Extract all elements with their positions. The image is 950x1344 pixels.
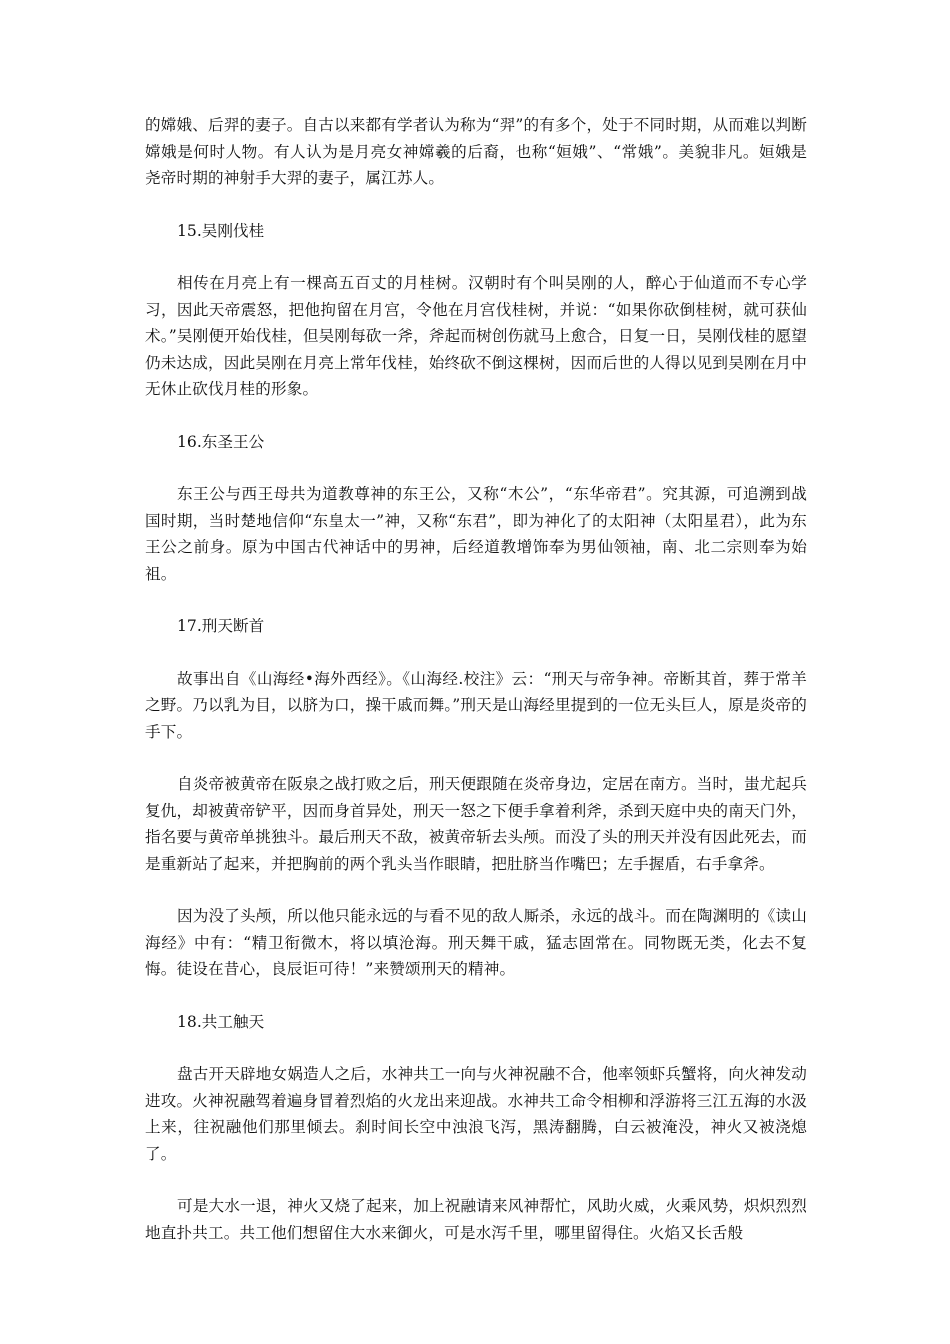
paragraph-wugang: 相传在月亮上有一棵高五百丈的月桂树。汉朝时有个叫吴刚的人，醉心于仙道而不专心学习，因此天帝震怒，把他拘留在月宫，令他在月宫伐桂树，并说：“如果你砍倒桂树，就可获仙术。”吴刚便开始伐桂，但吴刚每砍一斧，斧起而树创伤就马上愈合，日复一日，吴刚伐桂的愿望仍未达成，因此吴刚在月亮上常年伐桂，始终砍不倒这棵树，因而后世的人得以见到吴刚在月中无休止砍伐月桂的形象。 [145,274,807,398]
section-heading-15: 15.吴刚伐桂 [177,221,265,240]
paragraph-gonggong-fire: 可是大水一退，神火又烧了起来，加上祝融请来风神帮忙，风助火威，火乘风势，炽炽烈烈地直扑共工。共工他们想留住大水来御火，可是水泻千里，哪里留得住。火焰又长舌般 [145,1197,807,1242]
section-heading-18: 18.共工触天 [177,1012,265,1031]
paragraph-xingtian-battle: 自炎帝被黄帝在阪泉之战打败之后，刑天便跟随在炎帝身边，定居在南方。当时，蚩尤起兵复仇，却被黄帝铲平，因而身首异处，刑天一怒之下便手拿着利斧，杀到天庭中央的南天门外，指名要与黄帝单挑独斗。最后刑天不敌，被黄帝斩去头颅。而没了头的刑天并没有因此死去，而是重新站了起来，并把胸前的两个乳头当作眼睛，把肚脐当作嘴巴；左手握盾，右手拿斧。 [145,775,807,873]
paragraph-xingtian-poem: 因为没了头颅，所以他只能永远的与看不见的敌人厮杀，永远的战斗。而在陶渊明的《读山海经》中有：“精卫衔微木，将以填沧海。刑天舞干戚，猛志固常在。同物既无类，化去不复悔。徒设在昔心，良辰讵可待！”来赞颂刑天的精神。 [145,907,807,978]
paragraph-xingtian-source: 故事出自《山海经•海外西经》。《山海经.校注》云：“刑天与帝争神。帝断其首，葬于常羊之野。乃以乳为目，以脐为口，操干戚而舞。”刑天是山海经里提到的一位无头巨人，原是炎帝的手下。 [145,669,807,741]
page-body [145,112,807,1246]
paragraph-gonggong-attack: 盘古开天辟地女娲造人之后，水神共工一向与火神祝融不合，他率领虾兵蟹将，向火神发动进攻。火神祝融驾着遍身冒着烈焰的火龙出来迎战。水神共工命令相柳和浮游将三江五海的水汲上来，往祝融他们那里倾去。刹时间长空中浊浪飞泻，黑涛翻腾，白云被淹没，神火又被浇熄了。 [145,1065,807,1163]
paragraph-dongwanggong: 东王公与西王母共为道教尊神的东王公，又称“木公”，“东华帝君”。究其源，可追溯到战国时期，当时楚地信仰“东皇太一”神，又称“东君”，即为神化了的太阳神（太阳星君），此为东王公之前身。原为中国古代神话中的男神，后经道教增饰奉为男仙领袖，南、北二宗则奉为始祖。 [145,485,807,583]
section-heading-17: 17.刑天断首 [177,617,265,635]
section-heading-16: 16.东圣王公 [177,432,265,451]
paragraph-change-intro: 的嫦娥、后羿的妻子。自古以来都有学者认为称为“羿”的有多个，处于不同时期，从而难以判断嫦娥是何时人物。有人认为是月亮女神嫦羲的后裔，也称“姮娥”、“常娥”。美貌非凡。姮娥是尧帝时期的神射手大羿的妻子，属江苏人。 [145,116,807,187]
